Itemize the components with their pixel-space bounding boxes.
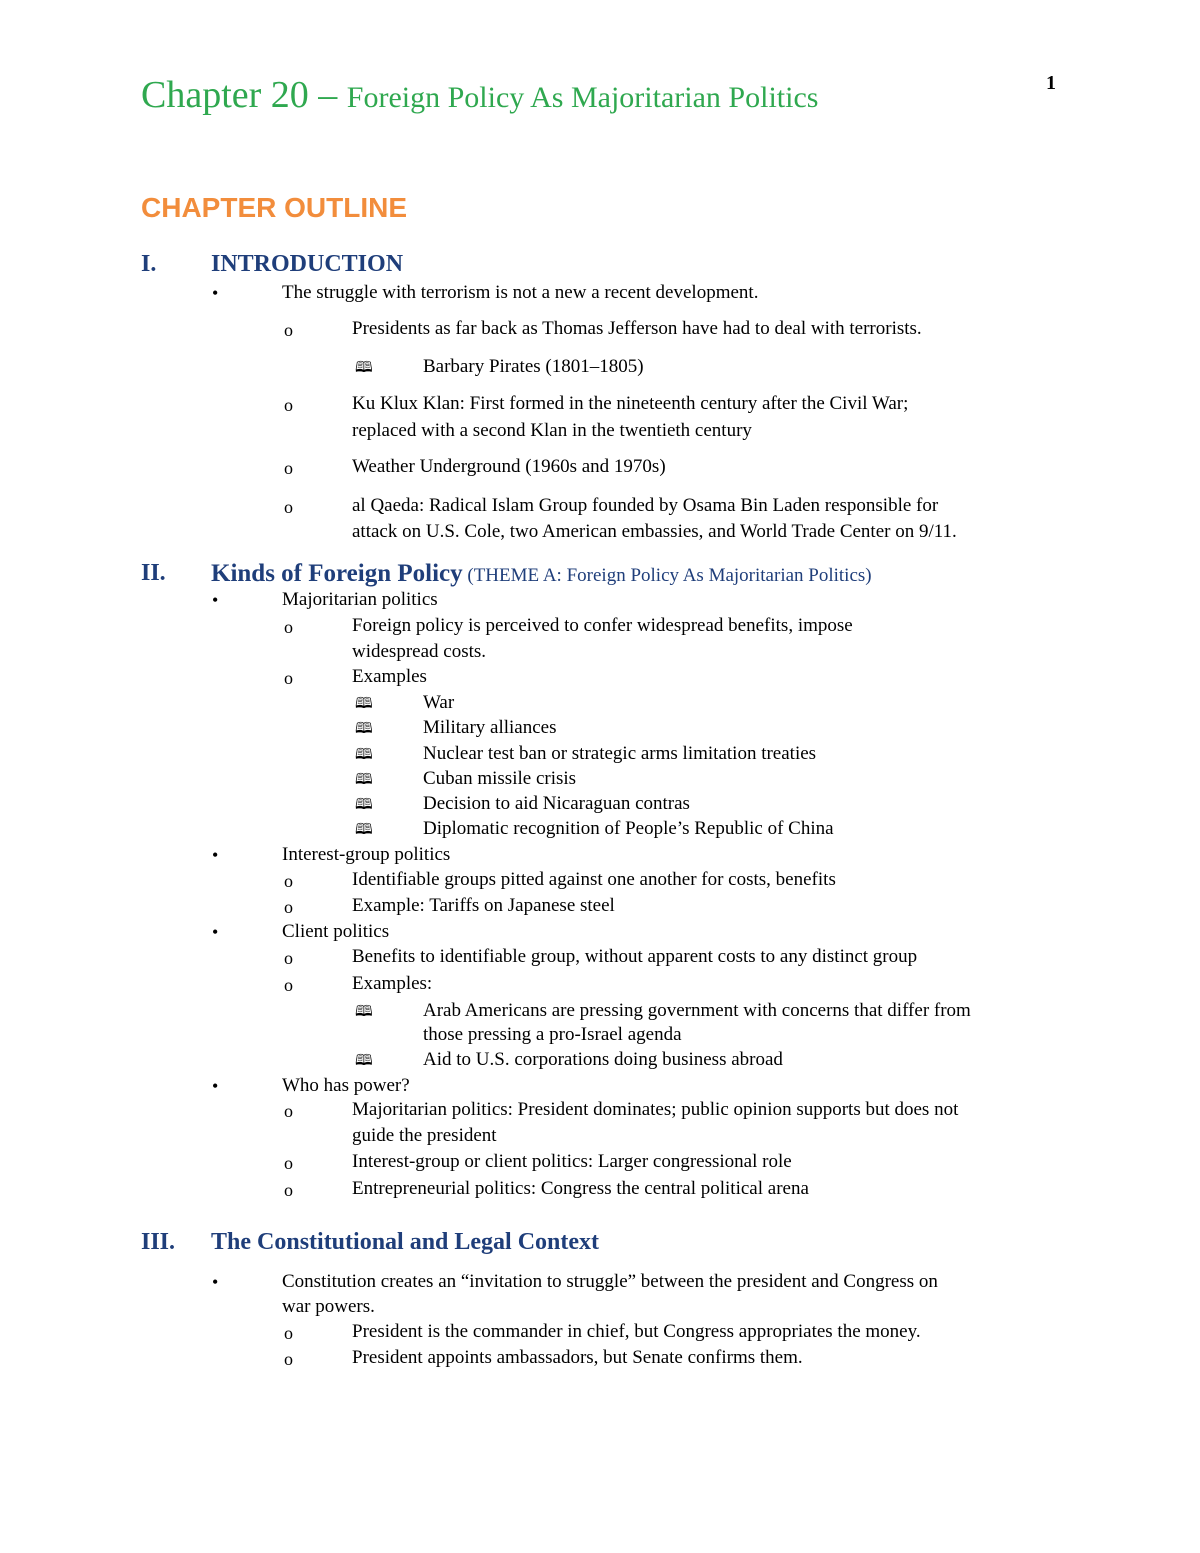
- outline-item: President is the commander in chief, but Congress appropriates the money.: [352, 1321, 921, 1342]
- circle-marker: o: [284, 395, 293, 415]
- outline-item: al Qaeda: Radical Islam Group founded by Osama Bin Laden responsible for: [352, 495, 939, 516]
- outline-item: Client politics: [282, 921, 390, 942]
- outline-item-continued: attack on U.S. Cole, two American embassies, and World Trade Center on 9/11.: [352, 521, 957, 542]
- circle-marker: o: [284, 1101, 293, 1121]
- outline-item: Barbary Pirates (1801–1805): [423, 356, 644, 377]
- bullet-marker: •: [212, 922, 219, 942]
- page-number: 1: [1046, 72, 1056, 94]
- outline-item: Presidents as far back as Thomas Jefferson have had to deal with terrorists.: [352, 318, 922, 339]
- chapter-outline-heading: CHAPTER OUTLINE: [141, 192, 407, 223]
- outline-item: Aid to U.S. corporations doing business abroad: [423, 1049, 783, 1070]
- section-title-wrapper: [211, 559, 872, 589]
- wingding-bullet-icon: 🕮: [355, 721, 373, 737]
- circle-marker: o: [284, 668, 293, 688]
- theme-note: (THEME A: Foreign Policy As Majoritarian Politics): [462, 565, 872, 586]
- circle-marker: o: [284, 871, 293, 891]
- circle-marker: o: [284, 948, 293, 968]
- wingding-bullet-icon: 🕮: [355, 772, 373, 788]
- circle-marker: o: [284, 1180, 293, 1200]
- outline-item: Arab Americans are pressing government with concerns that differ from: [423, 1000, 971, 1021]
- circle-marker: o: [284, 458, 293, 478]
- bullet-marker: •: [212, 590, 219, 610]
- outline-item: Example: Tariffs on Japanese steel: [352, 895, 615, 916]
- outline-item: Military alliances: [423, 717, 557, 738]
- outline-item: Examples: [352, 666, 427, 687]
- outline-item: Diplomatic recognition of People’s Republic of China: [423, 818, 834, 839]
- outline-item: Constitution creates an “invitation to struggle” between the president and Congress on: [282, 1271, 938, 1292]
- outline-item: Identifiable groups pitted against one another for costs, benefits: [352, 869, 836, 890]
- wingding-bullet-icon: 🕮: [355, 822, 373, 838]
- section-title: INTRODUCTION: [211, 251, 404, 277]
- circle-marker: o: [284, 617, 293, 637]
- outline-item: Examples:: [352, 973, 433, 994]
- outline-item: Nuclear test ban or strategic arms limitation treaties: [423, 743, 817, 764]
- wingding-bullet-icon: 🕮: [355, 797, 373, 813]
- chapter-number: Chapter 20 –: [141, 74, 347, 116]
- circle-marker: o: [284, 1349, 293, 1369]
- circle-marker: o: [284, 1323, 293, 1343]
- circle-marker: o: [284, 1153, 293, 1173]
- section-numeral: I.: [141, 251, 157, 277]
- bullet-marker: •: [212, 845, 219, 865]
- outline-item: Cuban missile crisis: [423, 768, 577, 789]
- section-title: Kinds of Foreign Policy: [211, 560, 463, 587]
- circle-marker: o: [284, 320, 293, 340]
- outline-item: Ku Klux Klan: First formed in the nineteenth century after the Civil War;: [352, 393, 909, 414]
- bullet-marker: •: [212, 1272, 219, 1292]
- chapter-title: [141, 76, 818, 114]
- wingding-bullet-icon: 🕮: [355, 360, 373, 376]
- outline-item-continued: guide the president: [352, 1125, 497, 1146]
- section-title: The Constitutional and Legal Context: [211, 1229, 600, 1255]
- outline-item: The struggle with terrorism is not a new a recent development.: [282, 282, 759, 303]
- bullet-marker: •: [212, 1076, 219, 1096]
- outline-item: Who has power?: [282, 1075, 410, 1096]
- outline-item-continued: war powers.: [282, 1296, 375, 1317]
- outline-item: Weather Underground (1960s and 1970s): [352, 456, 666, 477]
- wingding-bullet-icon: 🕮: [355, 1053, 373, 1069]
- outline-item: War: [423, 692, 455, 713]
- outline-item: Majoritarian politics: [282, 589, 438, 610]
- chapter-subtitle: Foreign Policy As Majoritarian Politics: [346, 81, 819, 114]
- section-numeral: III.: [141, 1229, 176, 1255]
- wingding-bullet-icon: 🕮: [355, 696, 373, 712]
- circle-marker: o: [284, 975, 293, 995]
- outline-item: Decision to aid Nicaraguan contras: [423, 793, 690, 814]
- outline-item: Majoritarian politics: President dominates; public opinion supports but does not: [352, 1099, 959, 1120]
- outline-item: Interest-group or client politics: Larger congressional role: [352, 1151, 792, 1172]
- outline-item: Interest-group politics: [282, 844, 451, 865]
- outline-item: Entrepreneurial politics: Congress the central political arena: [352, 1178, 809, 1199]
- circle-marker: o: [284, 897, 293, 917]
- outline-item: Foreign policy is perceived to confer widespread benefits, impose: [352, 615, 853, 636]
- outline-item-continued: widespread costs.: [352, 641, 487, 662]
- outline-item-continued: those pressing a pro-Israel agenda: [423, 1024, 682, 1045]
- bullet-marker: •: [212, 283, 219, 303]
- section-numeral: II.: [141, 560, 166, 586]
- wingding-bullet-icon: 🕮: [355, 1004, 373, 1020]
- circle-marker: o: [284, 497, 293, 517]
- wingding-bullet-icon: 🕮: [355, 747, 373, 763]
- outline-item: President appoints ambassadors, but Senate confirms them.: [352, 1347, 803, 1368]
- outline-item: Benefits to identifiable group, without apparent costs to any distinct group: [352, 946, 918, 967]
- outline-item-continued: replaced with a second Klan in the twentieth century: [352, 420, 752, 441]
